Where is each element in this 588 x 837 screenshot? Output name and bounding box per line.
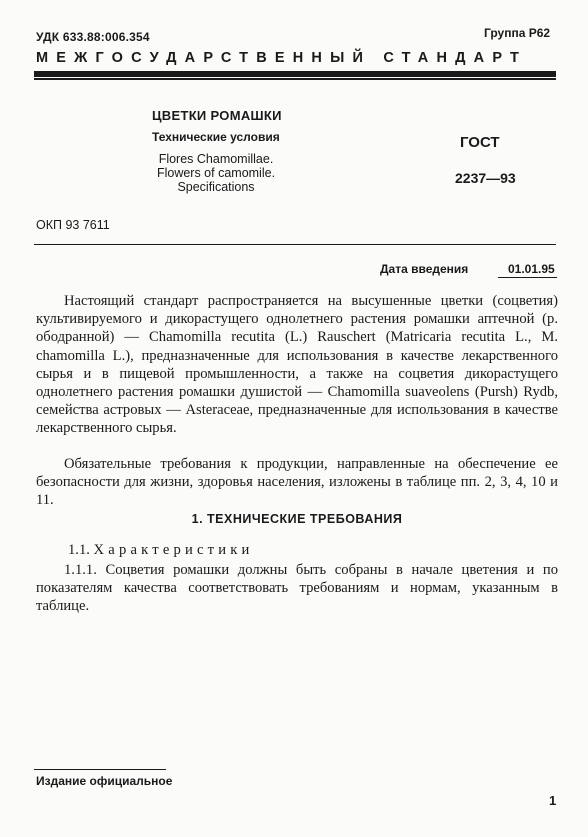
- english-title-line-3: Specifications: [177, 180, 255, 194]
- gost-number: 2237—93: [455, 170, 516, 186]
- latin-title-line-1: Flores Chamomillae.: [158, 152, 274, 166]
- document-title: ЦВЕТКИ РОМАШКИ: [152, 108, 282, 123]
- paragraph-scope: Настоящий стандарт распространяется на высушенные цветки (соцветия) культивируемого и дикорастущего однолетнего растения ромашки аптечной (р. ободранной) — Chamomilla recutita (L.) Rauschert (Matricaria recutita L., M. chamomilla L.), предназначенные для использования в качестве лекарственного сырья и в пищевой промышленности, а также на соцветия дикорастущего однолетнего растения ромашки душистой — Chamomilla suaveolens (Pursh) Rydb, семейства астровых — Asteraceae, предназначенные для использования в качестве лекарственного сырья.: [36, 293, 558, 437]
- header-rule-thick: [34, 71, 556, 77]
- subsection-number: 1.1.: [68, 542, 90, 558]
- okp-code: ОКП 93 7611: [36, 218, 110, 232]
- gost-label: ГОСТ: [460, 134, 500, 151]
- intro-date-label: Дата введения: [380, 262, 469, 276]
- footer-rule: [34, 769, 166, 770]
- english-title-line-2: Flowers of camomile.: [156, 166, 276, 180]
- subsection-heading: [68, 542, 254, 559]
- document-subtitle: Технические условия: [152, 130, 280, 144]
- header-rule-thin: [34, 78, 556, 80]
- udk-code: УДК 633.88:006.354: [36, 30, 150, 44]
- divider-rule: [34, 244, 556, 245]
- official-edition-label: Издание официальное: [36, 774, 173, 788]
- subsection-title: Характеристики: [93, 542, 254, 558]
- paragraph-1-1-1: 1.1.1. Соцветия ромашки должны быть собраны в начале цветения и по показателям качества соответствовать требованиям и нормам, указанным в таблице.: [36, 562, 558, 615]
- section-title: 1. ТЕХНИЧЕСКИЕ ТРЕБОВАНИЯ: [191, 512, 403, 526]
- interstate-standard-banner: МЕЖГОСУДАРСТВЕННЫЙ СТАНДАРТ: [36, 50, 528, 66]
- paragraph-mandatory-requirements: Обязательные требования к продукции, направленные на обеспечение ее безопасности для жизни, здоровья населения, изложены в таблице пп. 2, 3, 4, 10 и 11.: [36, 456, 558, 509]
- page-number: 1: [549, 793, 557, 808]
- group-code: Группа Р62: [484, 26, 551, 40]
- intro-date-value: 01.01.95: [498, 262, 557, 278]
